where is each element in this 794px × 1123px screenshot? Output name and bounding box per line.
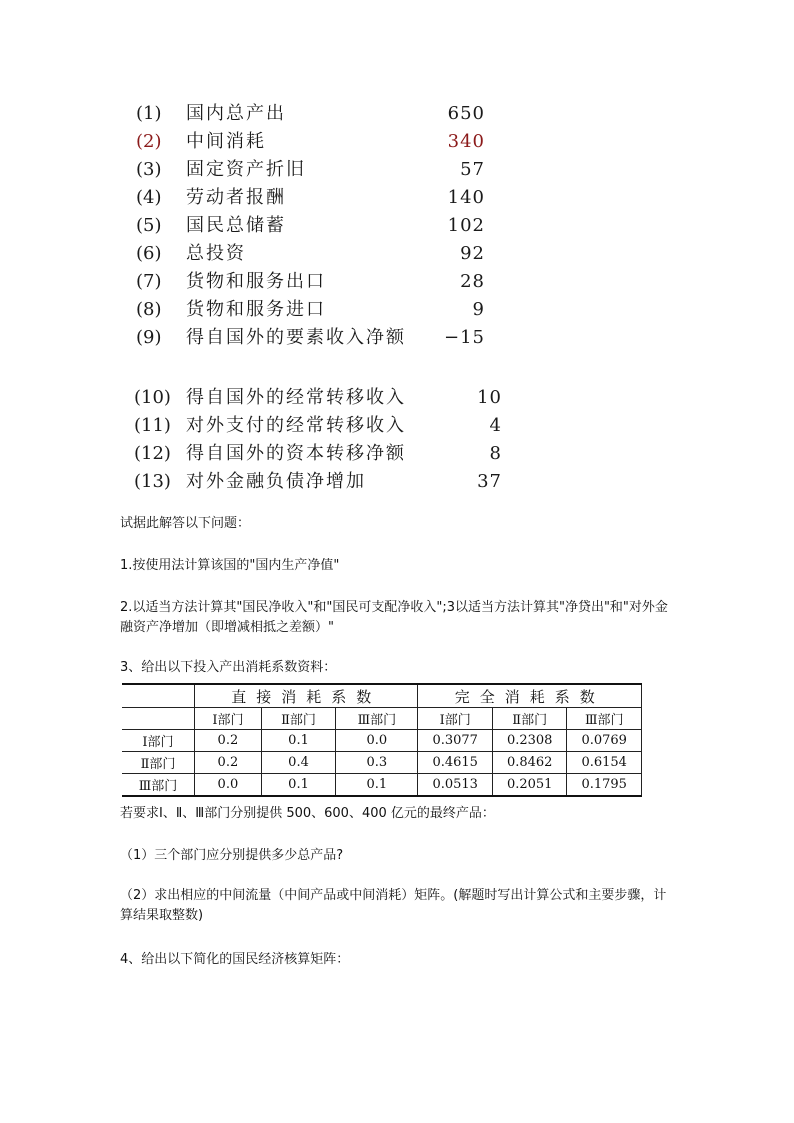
item-label: 劳动者报酬 <box>186 187 286 208</box>
list-item <box>120 324 520 352</box>
list-item <box>120 268 520 296</box>
row-header: Ⅲ部门 <box>122 774 195 797</box>
item-value: 57 <box>460 159 485 180</box>
item-label: 得自国外的资本转移净额 <box>186 443 406 464</box>
group-header-total: 完全消耗系数 <box>418 684 642 708</box>
table-row <box>122 730 642 752</box>
table-cell: 0.2 <box>195 730 262 752</box>
table-cell: 0.4 <box>261 752 335 774</box>
item-label: 对外金融负债净增加 <box>186 471 366 492</box>
item-number: (7) <box>136 271 162 292</box>
table-cell: 0.1 <box>336 774 418 797</box>
item-value: 140 <box>447 187 485 208</box>
table-cell: 0.2 <box>195 752 262 774</box>
table-cell: 0.1 <box>261 730 335 752</box>
item-number: (12) <box>134 443 171 464</box>
table-corner <box>122 708 195 730</box>
item-value: 37 <box>477 471 502 492</box>
question-4-title: 4、给出以下简化的国民经济核算矩阵： <box>120 952 350 967</box>
column-header: Ⅱ部门 <box>261 708 335 730</box>
table-cell: 0.6154 <box>567 752 642 774</box>
list-item <box>120 100 520 128</box>
table-cell: 0.0 <box>195 774 262 797</box>
group-header-direct: 直接消耗系数 <box>195 684 418 708</box>
table-cell: 0.2308 <box>492 730 566 752</box>
item-label: 得自国外的要素收入净额 <box>186 327 406 348</box>
question-2: 2.以适当方法计算其"国民净收入"和"国民可支配净收入";3以适当方法计算其"净贷出"和"对外金融资产净增加（即增减相抵之差额）" <box>120 600 668 635</box>
column-header: Ⅰ部门 <box>418 708 492 730</box>
question-3-requirement: 若要求Ⅰ、Ⅱ、Ⅲ部门分别提供 500、600、400 亿元的最终产品： <box>120 806 495 821</box>
question-3-part-1: （1）三个部门应分别提供多少总产品? <box>120 848 344 863</box>
item-label: 中间消耗 <box>186 131 266 152</box>
table-cell: 0.0769 <box>567 730 642 752</box>
table-column-header-row <box>122 708 642 730</box>
table-cell: 0.0 <box>336 730 418 752</box>
item-number: (1) <box>136 103 162 124</box>
item-value: 102 <box>447 215 485 236</box>
list-item <box>120 384 520 412</box>
item-number: (9) <box>136 327 162 348</box>
list-item <box>120 440 520 468</box>
item-value: 9 <box>472 299 485 320</box>
question-1: 1.按使用法计算该国的"国内生产净值" <box>120 558 340 573</box>
table-cell: 0.4615 <box>418 752 492 774</box>
table-cell: 0.3077 <box>418 730 492 752</box>
item-number: (11) <box>134 415 171 436</box>
item-label: 国内总产出 <box>186 103 286 124</box>
item-label: 总投资 <box>186 243 246 264</box>
list-item <box>120 240 520 268</box>
list-item <box>120 468 520 496</box>
item-value: 340 <box>447 131 485 152</box>
item-number: (4) <box>136 187 162 208</box>
intro-text: 试据此解答以下问题： <box>120 516 251 531</box>
row-header: Ⅰ部门 <box>122 730 195 752</box>
item-label: 货物和服务出口 <box>186 271 326 292</box>
question-3-title: 3、给出以下投入产出消耗系数资料： <box>120 660 337 675</box>
item-value: 28 <box>460 271 485 292</box>
item-label: 国民总储蓄 <box>186 215 286 236</box>
table-row <box>122 752 642 774</box>
item-list-1 <box>120 100 520 352</box>
table-cell: 0.3 <box>336 752 418 774</box>
item-number: (13) <box>134 471 171 492</box>
table-cell: 0.8462 <box>492 752 566 774</box>
table-corner <box>122 684 195 708</box>
list-item <box>120 184 520 212</box>
list-item <box>120 212 520 240</box>
item-label: 固定资产折旧 <box>186 159 306 180</box>
column-header: Ⅲ部门 <box>336 708 418 730</box>
list-item <box>120 128 520 156</box>
question-3-part-2: （2）求出相应的中间流量（中间产品或中间消耗）矩阵。(解题时写出计算公式和主要步骤，计算结果取整数) <box>120 888 667 923</box>
list-item <box>120 156 520 184</box>
table-cell: 0.0513 <box>418 774 492 797</box>
item-number: (8) <box>136 299 162 320</box>
item-list-2 <box>120 384 520 496</box>
table-cell: 0.1 <box>261 774 335 797</box>
column-header: Ⅱ部门 <box>492 708 566 730</box>
column-header: Ⅰ部门 <box>195 708 262 730</box>
item-number: (3) <box>136 159 162 180</box>
item-value: 4 <box>489 415 502 436</box>
item-label: 货物和服务进口 <box>186 299 326 320</box>
column-header: Ⅲ部门 <box>567 708 642 730</box>
item-value: 8 <box>489 443 502 464</box>
item-number: (5) <box>136 215 162 236</box>
item-label: 对外支付的经常转移收入 <box>186 415 406 436</box>
item-value: −15 <box>444 327 485 348</box>
item-label: 得自国外的经常转移收入 <box>186 387 406 408</box>
item-number: (2) <box>136 131 162 152</box>
list-item <box>120 296 520 324</box>
table-cell: 0.1795 <box>567 774 642 797</box>
coefficient-table <box>122 683 642 797</box>
item-value: 92 <box>460 243 485 264</box>
item-number: (6) <box>136 243 162 264</box>
item-value: 650 <box>447 103 485 124</box>
table-group-header-row <box>122 684 642 708</box>
item-value: 10 <box>477 387 502 408</box>
item-number: (10) <box>134 387 171 408</box>
row-header: Ⅱ部门 <box>122 752 195 774</box>
table-row <box>122 774 642 797</box>
table-cell: 0.2051 <box>492 774 566 797</box>
list-item <box>120 412 520 440</box>
